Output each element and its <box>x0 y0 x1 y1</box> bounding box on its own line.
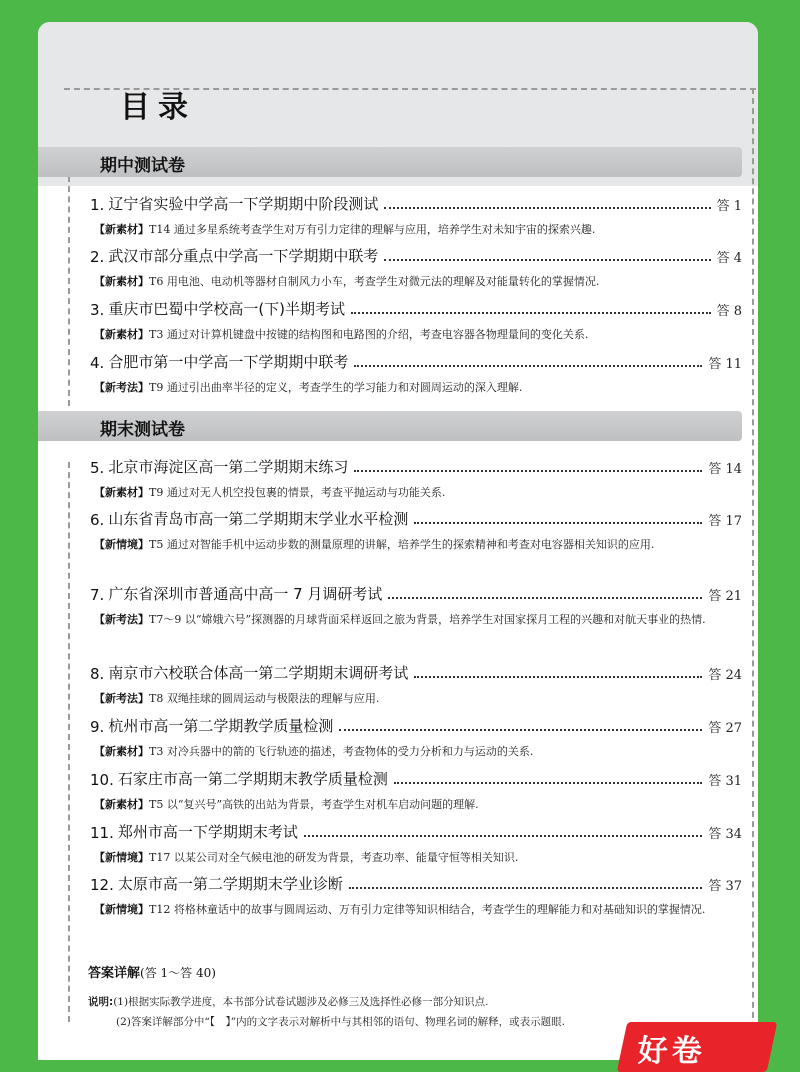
entry-title: 太原市高一第二学期期末学业诊断 <box>117 875 343 893</box>
entry-note <box>94 220 714 239</box>
entry-tag: 【新情境】 <box>94 538 149 551</box>
entry-note <box>94 689 714 708</box>
dashed-border-left <box>68 176 70 406</box>
toc-entry[interactable] <box>90 244 742 291</box>
section-label: 期末测试卷 <box>100 420 185 440</box>
entry-number: 8. <box>90 665 105 683</box>
section-label: 期中测试卷 <box>100 156 185 176</box>
toc-entry[interactable] <box>90 350 742 397</box>
notes-line-2: (2)答案详解部分中“【 】”内的文字表示对解析中与其相邻的语句、物理名词的解释，或表示题眼. <box>116 1016 565 1028</box>
entry-title: 杭州市高一第二学期教学质量检测 <box>108 717 334 735</box>
entry-note <box>94 610 714 629</box>
entry-page: 答 24 <box>708 668 742 683</box>
entry-title: 郑州市高一下学期期末考试 <box>117 823 298 841</box>
entry-title: 重庆市巴蜀中学校高一(下)半期考试 <box>108 300 346 318</box>
entry-number: 11. <box>90 824 114 842</box>
leader-dots <box>394 782 702 784</box>
leader-dots <box>384 207 710 209</box>
entry-page: 答 14 <box>708 462 742 477</box>
toc-entry[interactable] <box>90 820 742 867</box>
brand-badge <box>617 1022 778 1072</box>
entry-number: 12. <box>90 876 114 894</box>
entry-note <box>94 325 714 344</box>
entry-page: 答 27 <box>708 721 742 736</box>
entry-tag: 【新考法】 <box>94 613 149 626</box>
entry-page: 答 37 <box>708 879 742 894</box>
entry-note-text: T9 通过引出曲率半径的定义，考查学生的学习能力和对圆周运动的深入理解. <box>149 381 523 394</box>
toc-entry[interactable] <box>90 507 742 554</box>
entry-note <box>94 848 714 867</box>
entry-title: 武汉市部分重点中学高一下学期期中联考 <box>108 247 379 265</box>
entry-page: 答 31 <box>708 774 742 789</box>
entry-note-text: T7～9 以“嫦娥六号”探测器的月球背面采样返回之旅为背景，培养学生对国家探月工程的兴趣和对航天事业的热情. <box>149 613 706 626</box>
leader-dots <box>388 597 702 599</box>
leader-dots <box>351 312 711 314</box>
entry-page: 答 17 <box>708 514 742 529</box>
entry-note-text: T3 对冷兵器中的箭的飞行轨迹的描述，考查物体的受力分析和力与运动的关系. <box>149 745 534 758</box>
toc-entry[interactable] <box>90 582 742 629</box>
entry-number: 10. <box>90 771 114 789</box>
answer-detail-entry[interactable] <box>88 962 216 981</box>
entry-tag: 【新情境】 <box>94 903 149 916</box>
entry-title: 南京市六校联合体高一第二学期期末调研考试 <box>108 664 409 682</box>
entry-note <box>94 272 714 291</box>
entry-number: 6. <box>90 511 105 529</box>
entry-number: 1. <box>90 196 105 214</box>
page-title: 目录 <box>120 90 196 125</box>
entry-page: 答 1 <box>716 199 742 214</box>
leader-dots <box>354 470 702 472</box>
entry-note <box>94 900 714 919</box>
entry-number: 2. <box>90 248 105 266</box>
leader-dots <box>339 729 702 731</box>
entry-note-text: T3 通过对计算机键盘中按键的结构图和电路图的介绍，考查电容器各物理量间的变化关系. <box>149 328 589 341</box>
entry-tag: 【新考法】 <box>94 381 149 394</box>
leader-dots <box>414 676 702 678</box>
entry-note-text: T5 通过对智能手机中运动步数的测量原理的讲解，培养学生的探索精神和考查对电容器相关知识的应用. <box>149 538 655 551</box>
entry-note <box>94 742 714 761</box>
section-header-final <box>38 411 742 441</box>
entry-tag: 【新素材】 <box>94 745 149 758</box>
entry-page: 答 8 <box>716 304 742 319</box>
entry-note <box>94 535 714 554</box>
dashed-border-right <box>752 88 754 1048</box>
entry-tag: 【新素材】 <box>94 275 149 288</box>
section-header-midterm <box>38 147 742 177</box>
notes-label: 说明: <box>88 996 114 1008</box>
toc-entry[interactable] <box>90 455 742 502</box>
leader-dots <box>349 887 702 889</box>
entry-title: 石家庄市高一第二学期期末教学质量检测 <box>117 770 388 788</box>
leader-dots <box>304 835 702 837</box>
entry-tag: 【新素材】 <box>94 486 149 499</box>
entry-tag: 【新素材】 <box>94 798 149 811</box>
entry-note-text: T12 将格林童话中的故事与圆周运动、万有引力定律等知识相结合，考查学生的理解能力和对基础知识的掌握情况. <box>149 903 706 916</box>
entry-page: 答 21 <box>708 589 742 604</box>
entry-note-text: T6 用电池、电动机等器材自制风力小车，考查学生对微元法的理解及对能量转化的掌握情况. <box>149 275 600 288</box>
answer-label: 答案详解 <box>88 966 141 981</box>
notes-line-1: (1)根据实际教学进度，本书部分试卷试题涉及必修三及选择性必修一部分知识点. <box>113 996 489 1008</box>
entry-tag: 【新素材】 <box>94 223 149 236</box>
entry-tag: 【新素材】 <box>94 328 149 341</box>
entry-note <box>94 795 714 814</box>
toc-entry[interactable] <box>90 767 742 814</box>
dashed-border-left <box>68 462 70 1022</box>
entry-page: 答 34 <box>708 827 742 842</box>
entry-page: 答 11 <box>708 357 742 372</box>
entry-note-text: T17 以某公司对全气候电池的研发为背景，考查功率、能量守恒等相关知识. <box>149 851 519 864</box>
leader-dots <box>414 522 702 524</box>
entry-title: 北京市海淀区高一第二学期期末练习 <box>108 458 349 476</box>
toc-entry[interactable] <box>90 297 742 344</box>
entry-title: 辽宁省实验中学高一下学期期中阶段测试 <box>108 195 379 213</box>
entry-title: 山东省青岛市高一第二学期期末学业水平检测 <box>108 510 409 528</box>
entry-note-text: T9 通过对无人机空投包裹的情景，考查平抛运动与功能关系. <box>149 486 446 499</box>
entry-note <box>94 483 714 502</box>
entry-page: 答 4 <box>716 251 742 266</box>
entry-tag: 【新情境】 <box>94 851 149 864</box>
entry-number: 9. <box>90 718 105 736</box>
badge-text: 好卷 <box>637 1034 706 1069</box>
entry-number: 7. <box>90 586 105 604</box>
entry-number: 3. <box>90 301 105 319</box>
entry-note-text: T8 双绳挂球的圆周运动与极限法的理解与应用. <box>149 692 380 705</box>
entry-number: 5. <box>90 459 105 477</box>
toc-entry[interactable] <box>90 714 742 761</box>
toc-entry[interactable] <box>90 661 742 708</box>
leader-dots <box>384 259 710 261</box>
entry-note <box>94 378 714 397</box>
entry-tag: 【新考法】 <box>94 692 149 705</box>
leader-dots <box>354 365 702 367</box>
entry-title: 广东省深圳市普通高中高一 7 月调研考试 <box>108 585 383 603</box>
entry-note-text: T5 以“复兴号”高铁的出站为背景，考查学生对机车启动问题的理解. <box>149 798 479 811</box>
toc-entry[interactable] <box>90 872 742 919</box>
entry-note-text: T14 通过多星系统考查学生对万有引力定律的理解与应用，培养学生对未知宇宙的探索兴趣. <box>149 223 596 236</box>
toc-entry[interactable] <box>90 192 742 239</box>
answer-range: (答 1～答 40) <box>140 966 216 980</box>
entry-title: 合肥市第一中学高一下学期期中联考 <box>108 353 349 371</box>
entry-number: 4. <box>90 354 105 372</box>
